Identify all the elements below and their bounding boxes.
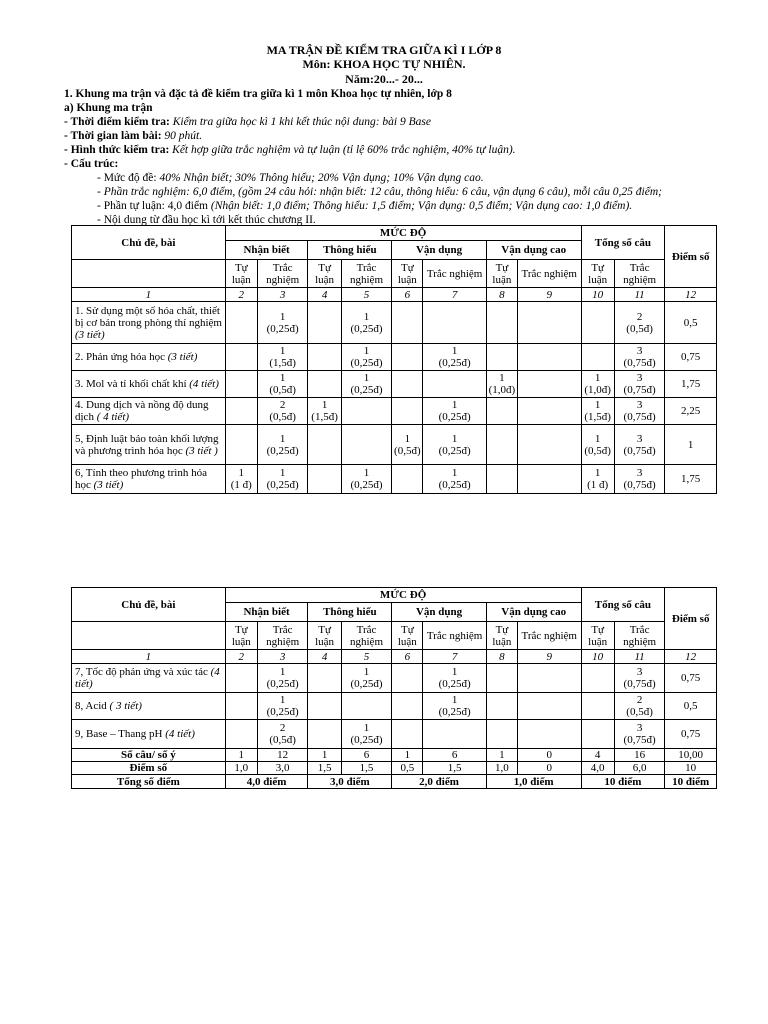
matrix-cell — [486, 664, 517, 693]
level-value: 40% Nhận biết; 30% Thông hiểu; 20% Vận dụng; 10% Vận dụng cao. — [159, 172, 484, 184]
column-number: 12 — [665, 650, 717, 664]
matrix-cell: 3 (0,75đ) — [614, 344, 665, 371]
subheader-essay: Tự luận — [486, 260, 517, 288]
table-row — [72, 465, 717, 494]
doc-year: Năm:20...- 20... — [345, 72, 423, 86]
table-row — [72, 664, 717, 693]
section-1-heading: 1. Khung ma trận và đặc tả đề kiểm tra giữa kì 1 môn Khoa học tự nhiên, lớp 8 — [64, 88, 452, 100]
matrix-table-1 — [71, 225, 717, 494]
column-number: 11 — [614, 288, 665, 302]
topic-periods: (4 tiết) — [165, 728, 195, 740]
matrix-cell: 1 (0,25đ) — [341, 371, 392, 398]
col-header-apply-high: Vận dụng cao — [486, 603, 581, 622]
summary-score-cell: 0,5 — [392, 762, 423, 775]
col-header-topic: Chủ đề, bài — [72, 588, 226, 622]
matrix-cell — [517, 398, 581, 425]
col-header-apply-high: Vận dụng cao — [486, 241, 581, 260]
matrix-cell: 1 (0,25đ) — [257, 465, 308, 494]
subheader-mcq: Trắc nghiệm — [517, 260, 581, 288]
matrix-cell: 2 (0,5đ) — [257, 720, 308, 749]
subheader-mcq: Trắc nghiệm — [614, 622, 665, 650]
matrix-cell: 1 (0,25đ) — [423, 425, 486, 465]
matrix-cell: 1 (1,5đ) — [581, 398, 614, 425]
essay-line — [97, 199, 632, 213]
summary-count-cell: 1 — [225, 749, 257, 762]
topic-periods: (3 tiết) — [93, 479, 124, 491]
matrix-cell: 1 (1,0đ) — [581, 371, 614, 398]
exam-time-line — [64, 115, 431, 129]
summary-count-cell: 1 — [392, 749, 423, 762]
table-row — [72, 398, 717, 425]
matrix-cell — [423, 302, 486, 344]
col-header-recognize: Nhận biết — [225, 241, 308, 260]
matrix-cell — [308, 465, 341, 494]
summary-count-cell: 6 — [341, 749, 392, 762]
summary-total-cell: 4,0 điểm — [225, 775, 308, 789]
form-label: - Hình thức kiểm tra: — [64, 144, 170, 156]
topic-name: 5, Định luật bảo toàn khối lượng và phương trình hóa học — [75, 432, 219, 457]
matrix-cell: 1 (1,0đ) — [486, 371, 517, 398]
subheader-mcq: Trắc nghiệm — [257, 260, 308, 288]
column-number: 12 — [665, 288, 717, 302]
summary-count-cell: 10,00 — [665, 749, 717, 762]
topic-cell — [72, 398, 226, 425]
subheader-essay: Tự luận — [581, 622, 614, 650]
summary-score-cell: 1,0 — [486, 762, 517, 775]
topic-periods: (3 tiết) — [75, 328, 105, 341]
subheader-essay: Tự luận — [308, 260, 341, 288]
matrix-cell — [581, 693, 614, 720]
topic-cell — [72, 465, 226, 494]
matrix-cell — [225, 398, 257, 425]
subheader-mcq: Trắc nghiệm — [614, 260, 665, 288]
matrix-cell — [308, 371, 341, 398]
matrix-table-2 — [71, 587, 717, 789]
col-header-total-questions: Tổng số câu — [581, 226, 665, 260]
matrix-cell: 1 (0,25đ) — [257, 302, 308, 344]
doc-subject: Môn: KHOA HỌC TỰ NHIÊN. — [302, 57, 466, 71]
matrix-cell: 3 (0,75đ) — [614, 371, 665, 398]
summary-total-cell: 3,0 điểm — [308, 775, 392, 789]
matrix-cell: 2 (0,5đ) — [614, 302, 665, 344]
matrix-cell: 1 (1,5đ) — [257, 344, 308, 371]
summary-count-cell: 4 — [581, 749, 614, 762]
summary-count-cell: 16 — [614, 749, 665, 762]
summary-count-cell: 12 — [257, 749, 308, 762]
subheader-essay: Tự luận — [308, 622, 341, 650]
matrix-cell — [423, 720, 486, 749]
matrix-cell: 1 (1 đ) — [225, 465, 257, 494]
matrix-cell: 0,5 — [665, 693, 717, 720]
matrix-cell — [486, 302, 517, 344]
column-number: 7 — [423, 288, 486, 302]
matrix-cell: 2,25 — [665, 398, 717, 425]
summary-score-cell: 10 — [665, 762, 717, 775]
topic-name: 4. Dung dịch và nồng độ dung dịch — [75, 399, 209, 423]
exam-time-value: Kiểm tra giữa học kì 1 khi kết thúc nội dung: bài 9 Base — [172, 116, 431, 128]
table-row — [72, 693, 717, 720]
summary-total-cell: 10 điểm — [581, 775, 665, 789]
subheader-essay: Tự luận — [581, 260, 614, 288]
topic-periods: ( 3 tiết) — [109, 700, 142, 712]
matrix-cell: 1 (1 đ) — [581, 465, 614, 494]
matrix-cell — [308, 344, 341, 371]
matrix-cell — [392, 302, 423, 344]
topic-cell — [72, 302, 226, 344]
topic-cell — [72, 344, 226, 371]
matrix-cell — [308, 425, 341, 465]
topic-cell — [72, 664, 226, 693]
matrix-cell — [308, 302, 341, 344]
topic-name: 2. Phản ứng hóa học — [75, 351, 165, 363]
matrix-cell — [517, 693, 581, 720]
column-number: 4 — [308, 650, 341, 664]
topic-periods: ( 4 tiết) — [96, 411, 130, 423]
matrix-cell — [225, 344, 257, 371]
section-1a-heading: a) Khung ma trận — [64, 102, 153, 114]
summary-score-cell: 3,0 — [257, 762, 308, 775]
col-header-score: Điểm số — [665, 226, 717, 288]
column-number: 3 — [257, 650, 308, 664]
matrix-cell: 1 (0,25đ) — [423, 693, 486, 720]
duration-line — [64, 129, 202, 143]
matrix-cell: 1 (0,25đ) — [341, 344, 392, 371]
topic-name: 7, Tốc độ phản ứng và xúc tác — [75, 666, 208, 678]
matrix-cell: 1 (0,5đ) — [257, 371, 308, 398]
matrix-cell: 0,75 — [665, 720, 717, 749]
matrix-cell — [392, 344, 423, 371]
matrix-cell: 1 (0,25đ) — [341, 720, 392, 749]
matrix-cell — [486, 693, 517, 720]
matrix-cell — [517, 465, 581, 494]
topic-name: 6, Tính theo phương trình hóa học — [75, 467, 207, 491]
column-number: 2 — [225, 288, 257, 302]
matrix-cell — [225, 371, 257, 398]
table-row — [72, 371, 717, 398]
matrix-cell — [308, 664, 341, 693]
summary-total-cell: 2,0 điểm — [392, 775, 487, 789]
topic-name: 8, Acid — [75, 700, 107, 712]
column-number: 7 — [423, 650, 486, 664]
matrix-cell: 1,75 — [665, 465, 717, 494]
col-header-apply: Vận dụng — [392, 603, 487, 622]
matrix-cell: 3 (0,75đ) — [614, 664, 665, 693]
table-row — [72, 302, 717, 344]
topic-cell — [72, 720, 226, 749]
matrix-cell — [486, 465, 517, 494]
matrix-cell — [517, 425, 581, 465]
matrix-cell: 1 (1,5đ) — [308, 398, 341, 425]
matrix-cell: 2 (0,5đ) — [614, 693, 665, 720]
subheader-essay: Tự luận — [225, 622, 257, 650]
level-prefix: - Mức độ đề: — [97, 172, 157, 184]
matrix-cell — [517, 664, 581, 693]
subheader-mcq: Trắc nghiệm — [423, 260, 486, 288]
subheader-mcq: Trắc nghiệm — [423, 622, 486, 650]
column-number: 8 — [486, 288, 517, 302]
summary-score-cell: 0 — [517, 762, 581, 775]
column-number: 1 — [72, 650, 226, 664]
summary-score-row — [72, 762, 717, 775]
matrix-cell — [517, 302, 581, 344]
topic-periods: (4 tiết) — [75, 666, 220, 690]
matrix-cell — [581, 344, 614, 371]
matrix-cell — [392, 664, 423, 693]
subheader-mcq: Trắc nghiệm — [341, 260, 392, 288]
matrix-cell: 1 (0,25đ) — [423, 344, 486, 371]
matrix-cell: 1 (0,25đ) — [257, 693, 308, 720]
col-header-topic: Chủ đề, bài — [72, 226, 226, 260]
col-header-recognize: Nhận biết — [225, 603, 308, 622]
subheader-essay: Tự luận — [392, 260, 423, 288]
matrix-cell: 1 (0,25đ) — [423, 664, 486, 693]
level-line — [97, 171, 484, 185]
topic-name: 9, Base – Thang pH — [75, 728, 163, 740]
topic-periods: (4 tiết) — [189, 378, 219, 390]
matrix-cell: 1 (0,25đ) — [257, 425, 308, 465]
summary-count-cell: 1 — [486, 749, 517, 762]
topic-periods: (3 tiết) — [167, 351, 198, 363]
matrix-cell: 1 (0,5đ) — [581, 425, 614, 465]
matrix-cell: 1 (0,25đ) — [423, 398, 486, 425]
summary-score-label: Điểm số — [72, 762, 226, 775]
matrix-cell — [486, 398, 517, 425]
mcq-line: - Phần trắc nghiệm: 6,0 điểm, (gồm 24 câu hỏi: nhận biết: 12 câu, thông hiểu: 6 câu, vận dụng 6 câu), mỗi câu 0,25 điểm; — [97, 186, 662, 198]
col-header-understand: Thông hiểu — [308, 241, 392, 260]
matrix-cell: 1 (0,25đ) — [423, 465, 486, 494]
matrix-cell — [392, 693, 423, 720]
matrix-cell: 3 (0,75đ) — [614, 720, 665, 749]
matrix-cell — [423, 371, 486, 398]
column-number: 10 — [581, 650, 614, 664]
summary-total-cell: 1,0 điểm — [486, 775, 581, 789]
matrix-cell — [225, 664, 257, 693]
column-number: 5 — [341, 650, 392, 664]
matrix-cell — [486, 344, 517, 371]
matrix-cell: 3 (0,75đ) — [614, 425, 665, 465]
col-header-total-questions: Tổng số câu — [581, 588, 665, 622]
matrix-cell — [392, 465, 423, 494]
topic-name: 1. Sử dụng một số hóa chất, thiết bị cơ bản trong phòng thí nghiệm — [75, 304, 222, 329]
summary-score-cell: 1,5 — [308, 762, 341, 775]
summary-count-label: Số câu/ số ý — [72, 749, 226, 762]
subheader-essay: Tự luận — [486, 622, 517, 650]
matrix-cell — [341, 425, 392, 465]
summary-count-cell: 6 — [423, 749, 486, 762]
column-number: 8 — [486, 650, 517, 664]
matrix-cell: 3 (0,75đ) — [614, 398, 665, 425]
column-number: 6 — [392, 288, 423, 302]
matrix-cell: 1 (0,25đ) — [257, 664, 308, 693]
matrix-cell: 1 (0,25đ) — [341, 664, 392, 693]
matrix-cell — [341, 693, 392, 720]
column-number: 10 — [581, 288, 614, 302]
content-line: - Nội dung từ đầu học kì tới kết thúc chương II. — [97, 214, 316, 226]
summary-score-cell: 1,0 — [225, 762, 257, 775]
summary-total-label: Tổng số điểm — [72, 775, 226, 789]
matrix-cell: 0,75 — [665, 344, 717, 371]
matrix-cell — [581, 664, 614, 693]
matrix-cell — [225, 720, 257, 749]
matrix-cell — [225, 425, 257, 465]
subheader-mcq: Trắc nghiệm — [257, 622, 308, 650]
matrix-cell — [225, 302, 257, 344]
matrix-cell — [392, 371, 423, 398]
table-row — [72, 344, 717, 371]
matrix-cell: 1 (0,25đ) — [341, 465, 392, 494]
matrix-cell: 0,5 — [665, 302, 717, 344]
column-number: 9 — [517, 288, 581, 302]
matrix-cell: 0,75 — [665, 664, 717, 693]
summary-count-cell: 1 — [308, 749, 341, 762]
column-number: 4 — [308, 288, 341, 302]
matrix-cell: 1 (0,5đ) — [392, 425, 423, 465]
matrix-cell — [486, 425, 517, 465]
subheader-mcq: Trắc nghiệm — [517, 622, 581, 650]
summary-count-cell: 0 — [517, 749, 581, 762]
matrix-cell — [308, 720, 341, 749]
table-row — [72, 425, 717, 465]
matrix-cell — [517, 720, 581, 749]
matrix-cell — [517, 344, 581, 371]
column-number: 5 — [341, 288, 392, 302]
column-number: 9 — [517, 650, 581, 664]
exam-time-label: - Thời điểm kiểm tra: — [64, 116, 170, 128]
topic-cell — [72, 425, 226, 465]
matrix-cell — [308, 693, 341, 720]
topic-periods: (3 tiết ) — [185, 444, 218, 457]
matrix-cell — [486, 720, 517, 749]
matrix-cell: 3 (0,75đ) — [614, 465, 665, 494]
matrix-cell — [581, 720, 614, 749]
column-number: 1 — [72, 288, 226, 302]
matrix-cell — [392, 720, 423, 749]
summary-score-cell: 1,5 — [423, 762, 486, 775]
summary-score-cell: 6,0 — [614, 762, 665, 775]
essay-value: (Nhận biết: 1,0 điểm; Thông hiểu: 1,5 điểm; Vận dụng: 0,5 điểm; Vận dụng cao: 1,0 điểm). — [210, 200, 633, 212]
matrix-cell — [392, 398, 423, 425]
topic-name: 3. Mol và tỉ khối chất khí — [75, 378, 187, 390]
doc-title: MA TRẬN ĐỀ KIỂM TRA GIỮA KÌ I LỚP 8 — [266, 43, 502, 57]
matrix-cell: 1,75 — [665, 371, 717, 398]
duration-label: - Thời gian làm bài: — [64, 130, 162, 142]
table-row — [72, 720, 717, 749]
col-header-level: MỨC ĐỘ — [225, 588, 581, 603]
subheader-essay: Tự luận — [392, 622, 423, 650]
matrix-cell — [341, 398, 392, 425]
topic-cell — [72, 371, 226, 398]
summary-score-cell: 4,0 — [581, 762, 614, 775]
summary-score-cell: 1,5 — [341, 762, 392, 775]
column-number: 2 — [225, 650, 257, 664]
duration-value: 90 phút. — [164, 130, 203, 142]
matrix-cell: 1 (0,25đ) — [341, 302, 392, 344]
col-header-understand: Thông hiểu — [308, 603, 392, 622]
structure-label: - Cấu trúc: — [64, 158, 119, 170]
essay-prefix: - Phần tự luận: 4,0 điểm — [97, 200, 208, 212]
summary-total-row — [72, 775, 717, 789]
matrix-cell — [225, 693, 257, 720]
subheader-essay: Tự luận — [225, 260, 257, 288]
summary-count-row — [72, 749, 717, 762]
col-header-level: MỨC ĐỘ — [225, 226, 581, 241]
column-number: 6 — [392, 650, 423, 664]
column-number: 11 — [614, 650, 665, 664]
subheader-mcq: Trắc nghiệm — [341, 622, 392, 650]
matrix-cell: 1 — [665, 425, 717, 465]
matrix-cell — [517, 371, 581, 398]
col-header-score: Điểm số — [665, 588, 717, 650]
column-number: 3 — [257, 288, 308, 302]
col-header-apply: Vận dụng — [392, 241, 487, 260]
topic-cell — [72, 693, 226, 720]
form-value: Kết hợp giữa trắc nghiệm và tự luận (tỉ lệ 60% trắc nghiệm, 40% tự luận). — [172, 144, 516, 156]
matrix-cell — [581, 302, 614, 344]
form-line — [64, 143, 516, 157]
summary-total-cell: 10 điểm — [665, 775, 717, 789]
matrix-cell: 2 (0,5đ) — [257, 398, 308, 425]
